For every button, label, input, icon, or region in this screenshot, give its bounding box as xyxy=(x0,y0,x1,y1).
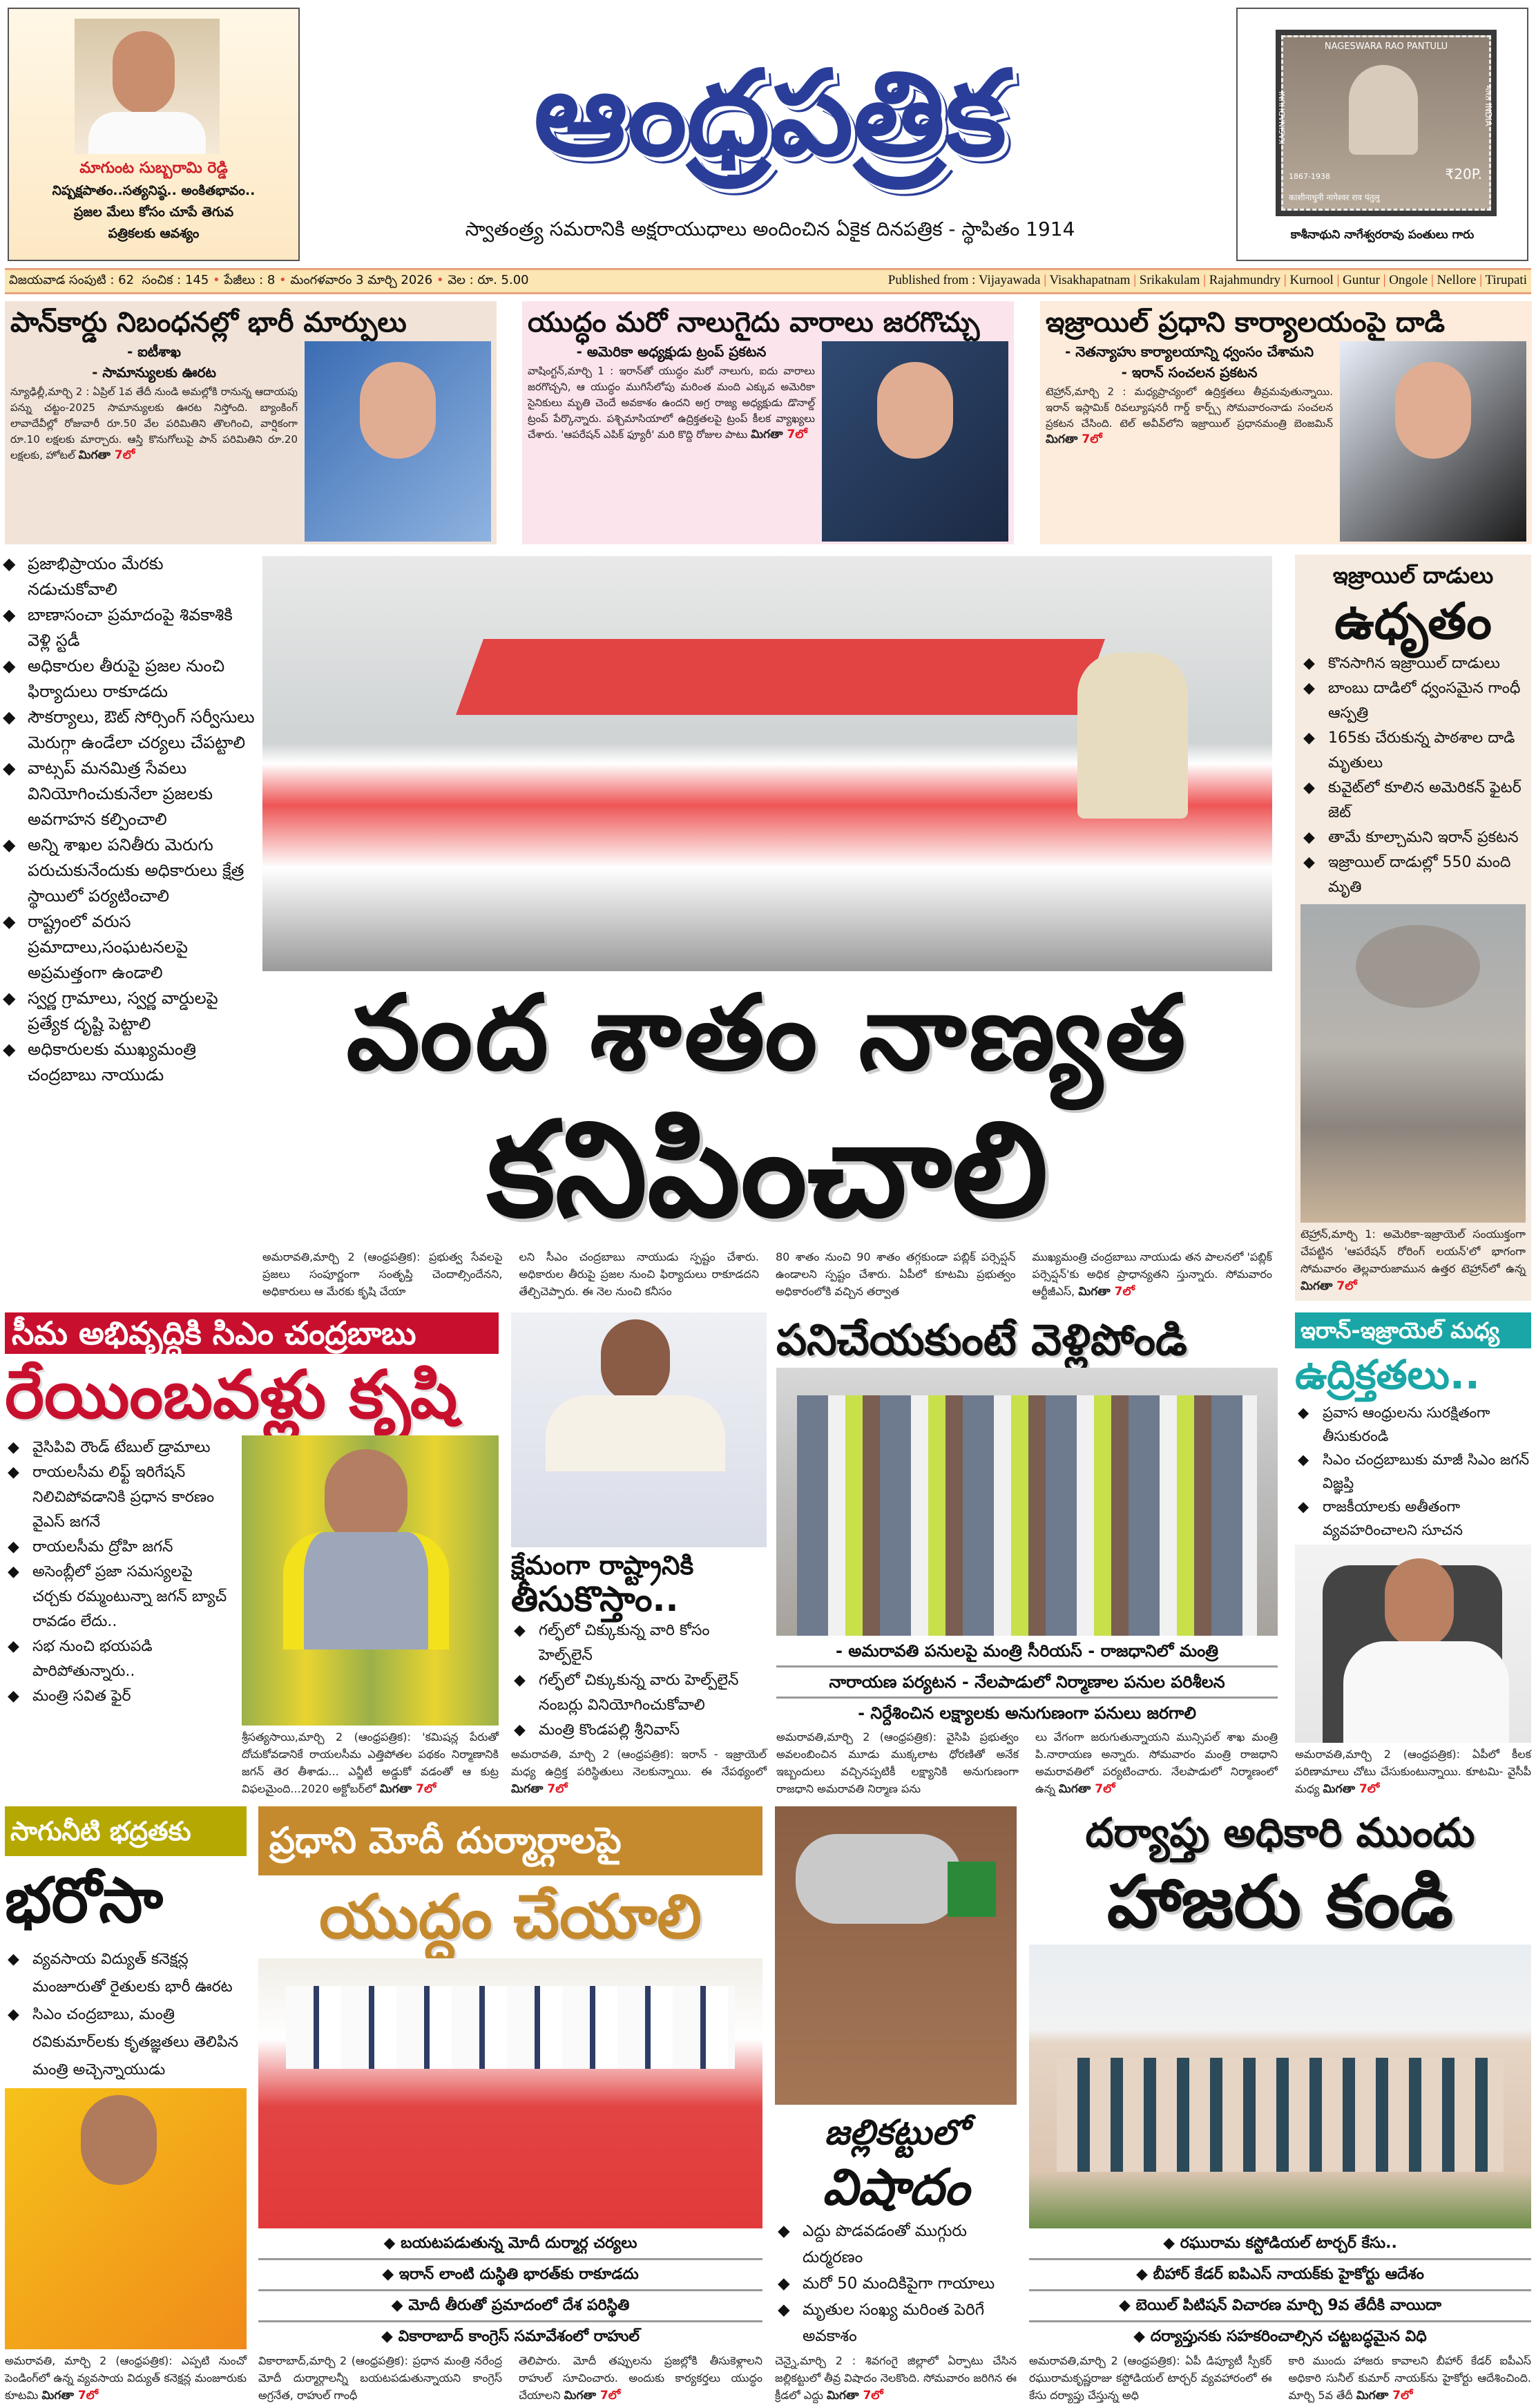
bullet-point: ◆ స్వర్ణ గ్రామాలు, స్వర్ణ వార్డులపై ప్రత్యేక దృష్టి పెట్టాలి xyxy=(0,986,257,1037)
top-story xyxy=(522,301,1014,544)
israel-bullets xyxy=(1300,651,1526,900)
stamp-value: ₹20P. xyxy=(1445,166,1482,182)
bullet-point: ◆ అధికారుల తీరుపై ప్రజల నుంచి ఫిర్యాదులు రాకూడదు xyxy=(0,653,257,705)
divider xyxy=(1029,2320,1531,2322)
bullet-point: ◆ 165కు చేరుకున్న పాఠశాల దాడి మృతులు xyxy=(1300,726,1526,776)
bullet-point: ◆ మంత్రి కొండపల్లి శ్రీనివాస్ xyxy=(511,1718,767,1743)
seema-body: శ్రీసత్యసాయి,మార్చి 2 (ఆంధ్రపత్రిక): 'కమిషన్ల పేరుతో దోచుకోవడానికే రాయలసీమ ఎత్తిపోతల పథకం నిర్మాణానికి జగన్ తెర తీశాడు... ఎన్జీటీ అడ్డుకో వడంతో ఆ కుట్ర విఫలమైంది...2020 అక్టోబర్‌లో మిగతా 7లో xyxy=(242,1730,499,1796)
israel-box xyxy=(1295,555,1531,1301)
top-story-headline[interactable]: ఇజ్రాయిల్ ప్రధాని కార్యాలయంపై దాడి xyxy=(1046,307,1446,338)
city: Kurnool xyxy=(1289,273,1334,287)
founder-name: మాగుంట సుబ్బరామి రెడ్డి xyxy=(79,160,228,177)
court-headline-1[interactable]: దర్యాప్తు అధికారి ముందు xyxy=(1085,1809,1475,1856)
jagan-kicker: ఇరాన్-ఇజ్రాయెల్ మధ్య xyxy=(1295,1312,1531,1348)
irrigation-kicker: సాగునీటి భద్రతకు xyxy=(5,1806,247,1856)
separator: | xyxy=(1040,273,1050,287)
top-story-subhead: - సామాన్యులకు ఊరట xyxy=(92,364,216,381)
bullet-point: ◆ మరో 50 మందికిపైగా గాయాలు xyxy=(775,2271,1017,2297)
lead-bullets xyxy=(0,551,257,1088)
subhead: ◆ ఇరాన్ లాంటి దుస్థితి భారత్‌కు రాకూడదు xyxy=(382,2266,639,2283)
body-column: వికారాబాద్,మార్చి 2 (ఆంధ్రపత్రిక): ప్రధాన మంత్రి నరేంద్ర మోదీ దుర్మార్గాలన్నీ బయటపడుతున్నాయని కాంగ్రెస్ అగ్రనేత, రాహుల్ గాంధీ xyxy=(258,2354,502,2402)
price: వెల : రూ. 5.00 xyxy=(448,273,529,287)
pan-card-photo[interactable] xyxy=(305,341,491,542)
subhead: - అమరావతి పనులపై మంత్రి సీరియస్ - రాజధానిలో మంత్రి xyxy=(835,1641,1219,1661)
top-story-subhead: - నెతన్యాహు కార్యాలయాన్ని ధ్వంసం చేశామని xyxy=(1064,343,1314,360)
rahul-headline[interactable]: యుద్ధం చేయాలి xyxy=(319,1881,702,1952)
bullet-point: ◆ సిఎం చంద్రబాబు, మంత్రి రవికుమార్‌లకు కృతజ్ఞతలు తెలిపిన మంత్రి అచ్చెన్నాయుడు xyxy=(5,2001,247,2084)
stamp-caption: కాశీనాథుని నాగేశ్వరరావు పంతులు గారు xyxy=(1290,228,1475,242)
stamp-top: NAGESWARA RAO PANTULU xyxy=(1324,41,1448,52)
city: Vijayawada xyxy=(978,273,1041,287)
amaravati-body xyxy=(776,1728,1278,1798)
jagan-photo[interactable] xyxy=(1295,1545,1531,1743)
rahul-story xyxy=(258,1806,762,2405)
bullet-point: ◆ బాణాసంచా ప్రమాదంపై శివకాశికి వెళ్లి స్టడీ xyxy=(0,602,257,653)
subhead: ◆ దర్యాప్తునకు సహకరించాల్సిన చట్టబద్ధమైన విధి xyxy=(1133,2328,1427,2345)
city: Ongole xyxy=(1389,273,1428,287)
city: Guntur xyxy=(1343,273,1380,287)
subhead: ◆ బెయిల్ పిటిషన్ విచారణ మార్చి 9వ తేదీకి వాయిదా xyxy=(1119,2297,1441,2314)
body-column: అమరావతి,మార్చి 2 (ఆంధ్రపత్రిక): ఏపీ డిప్యూటీ స్పీకర్ రఘురామకృష్ణరాజు కస్టోడియల్ టార్చర్ వ్యవహారంలో ఈ కేసు దర్యాప్తు చేస్తున్న అధి xyxy=(1029,2354,1272,2402)
body-column: తెలిపారు. మోదీ తప్పులను ప్రజల్లోకి తీసుకెళ్లాలని రాహుల్ సూచించారు. అందుకు కార్యకర్తలు యుద్ధం చేయాలని మిగతా 7లో xyxy=(519,2354,762,2402)
issue-date: మంగళవారం 3 మార్చి 2026 xyxy=(290,273,433,287)
minister-srinivas-photo[interactable] xyxy=(511,1312,767,1547)
separator: | xyxy=(1476,273,1486,287)
israel-kicker: ఇజ్రాయిల్ దాడులు xyxy=(1332,562,1494,589)
separator: | xyxy=(1379,273,1390,287)
jallikattu-body: చెన్నై,మార్చి 2 : శివగంగై జిల్లాలో ఏర్పాటు చేసిన జల్లికట్టులో తీవ్ర విషాదం నెలకొంది. సోమవారం జరిగిన ఈ క్రీడలో ఎద్దు మిగతా 7లో xyxy=(775,2354,1017,2402)
jagan-bullets xyxy=(1295,1401,1531,1542)
lead-body xyxy=(262,1248,1272,1301)
bullet-point: ◆ అధికారులకు ముఖ్యమంత్రి చంద్రబాబు నాయుడు xyxy=(0,1037,257,1088)
bullet-point: ◆ బాంబు దాడిలో ధ్వంసమైన గాంధీ ఆస్పత్రి xyxy=(1300,676,1526,726)
seema-story xyxy=(5,1312,499,1798)
amaravati-subheads xyxy=(776,1638,1278,1726)
top-story-headline[interactable]: పాన్‌కార్డు నిబంధనల్లో భారీ మార్పులు xyxy=(10,307,407,338)
bullet-point: ◆ గల్ఫ్‌లో చిక్కుకున్న వారి కోసం హెల్ప్‌లైన్ xyxy=(511,1618,767,1668)
divider xyxy=(258,2320,762,2322)
divider xyxy=(1029,2289,1531,2291)
published-label: Published from : xyxy=(887,273,976,287)
city: Rajahmundry xyxy=(1209,273,1281,287)
bullet-point: ◆ కువైట్‌లో కూలిన అమెరికన్ ఫైటర్ జెట్ xyxy=(1300,776,1526,825)
subhead: నారాయణ పర్యటన - నేలపాడులో నిర్మాణాల పనుల పరిశీలన xyxy=(829,1672,1225,1692)
amaravati-story xyxy=(776,1312,1278,1798)
subhead: ◆ బీహార్ కేడర్ ఐపిఎస్ నాయక్‌కు హైకోర్టు ఆదేశం xyxy=(1136,2266,1424,2283)
continued-on-page[interactable]: మిగతా 7లో xyxy=(41,2389,99,2402)
bullet-point: ◆ మృతుల సంఖ్య మరింత పెరిగే అవకాశం xyxy=(775,2297,1017,2349)
diamond-icon: ◆ xyxy=(391,2297,409,2314)
continued-on-page[interactable]: మిగతా 7లో xyxy=(1046,432,1102,446)
body-column: అమరావతి,మార్చి 2 (ఆంధ్రపత్రిక): ప్రభుత్వ సేవలపై ప్రజలు సంపూర్ణంగా సంతృప్తి చెందాల్సిందేనని, అధికారులు ఆ మేరకు కృషి చేయా xyxy=(262,1250,503,1298)
irrigation-body: అమరావతి, మార్చి 2 (ఆంధ్రపత్రిక): ఎప్పటి నుంచో పెండింగ్‌లో ఉన్న వ్యవసాయ విద్యుత్ కనెక్షన్ల మంజూరుకు కూటమి మిగతా 7లో xyxy=(5,2354,247,2402)
masthead-left-box xyxy=(8,8,300,261)
founder-quote-1: నిష్పక్షపాతం..సత్యనిష్ఠ.. అంకితభావం.. xyxy=(52,183,256,198)
bullet-point: ◆ వైసిపివి రౌండ్ టేబుల్ డ్రామాలు xyxy=(5,1435,236,1460)
continued-on-page[interactable]: మిగతా 7లో xyxy=(1323,1782,1380,1796)
bullet-point: ◆ వ్యవసాయ విద్యుత్ కనెక్షన్ల మంజూరుతో రైతులకు భారీ ఊరట xyxy=(5,1946,247,2001)
founder-quote-2: ప్రజల మేలు కోసం చూపే తెగువ xyxy=(73,204,234,220)
bullet-point: ◆ రాయలసీమ ద్రోహి జగన్ xyxy=(5,1535,236,1560)
subhead: ◆ మోదీ తీరుతో ప్రమాదంలో దేశ పరిస్థితి xyxy=(391,2297,630,2314)
diamond-icon: ◆ xyxy=(383,2235,401,2252)
volume: విజయవాడ సంపుటి : 62 xyxy=(9,273,135,287)
savitha-photo[interactable] xyxy=(242,1435,499,1726)
rahul-subheads xyxy=(258,2231,762,2349)
jagan-headline[interactable]: ఉద్రిక్తతలు.. xyxy=(1295,1351,1480,1398)
subhead: ◆ వికారాబాద్ కాంగ్రెస్ సమావేశంలో రాహుల్ xyxy=(381,2328,640,2345)
page-count: పేజీలు : 8 xyxy=(224,273,276,287)
rahul-body xyxy=(258,2352,762,2405)
seema-kicker: సీమ అభివృద్ధికి సిఎం చంద్రబాబు xyxy=(5,1312,499,1354)
bullet-point: ◆ సౌకర్యాలు, ఔట్ సోర్సింగ్ సర్వీసులు మెరుగ్గా ఉండేలా చర్యలు చేపట్టాలి xyxy=(0,705,257,756)
diamond-icon: ◆ xyxy=(1133,2328,1151,2345)
body-column: లని సీఎం చంద్రబాబు నాయుడు స్పష్టం చేశారు. అధికారుల తీరుపై ప్రజల నుంచి ఫిర్యాదులు రాకూడదని తేల్చిచెప్పారు. ఈ నెల నుంచి కనీసం xyxy=(519,1250,759,1298)
continued-on-page[interactable]: మిగతా 7లో xyxy=(1356,2389,1413,2402)
divider xyxy=(776,1665,1278,1668)
stamp-hindi: काशीनाधुनी नागेश्वर राव पंतुलु xyxy=(1289,193,1380,202)
bullet-point: ◆ ప్రజాభిప్రాయం మేరకు నడుచుకోవాలి xyxy=(0,551,257,602)
lead-headline-2[interactable]: కనిపించాలి xyxy=(486,1093,1048,1246)
top-story-headline[interactable]: యుద్ధం మరో నాలుగైదు వారాలు జరగొచ్చు xyxy=(528,307,980,338)
top-story-subhead: - అమెరికా అధ్యక్షుడు ట్రంప్ ప్రకటన xyxy=(576,343,767,360)
continued-on-page[interactable]: మిగతా 7లో xyxy=(564,2389,621,2402)
bullet-point: ◆ రాజకీయాలకు అతీతంగా వ్యవహరించాలని సూచన xyxy=(1295,1495,1531,1542)
netanyahu-photo[interactable] xyxy=(1340,341,1526,542)
israel-photo-smoke[interactable] xyxy=(1300,904,1526,1223)
continued-on-page[interactable]: మిగతా 7లో xyxy=(1300,1279,1357,1293)
bullet-point: ◆ సిఎం చంద్రబాబుకు మాజీ సిఎం జగన్ విజ్ఞప్తి xyxy=(1295,1448,1531,1495)
court-story xyxy=(1029,1806,1531,2405)
gulf-headline-1[interactable]: క్షేమంగా రాష్ట్రానికి xyxy=(511,1550,694,1581)
court-subheads xyxy=(1029,2231,1531,2349)
bullet-point: ◆ అసెంబ్లీలో ప్రజా సమస్యలపై చర్చకు రమ్మంటున్నా జగన్ బ్యాచ్ రావడం లేదు.. xyxy=(5,1560,236,1634)
divider xyxy=(776,1697,1278,1699)
founder-quote-3: పత్రికలకు ఆవశ్యం xyxy=(108,226,200,241)
high-court-photo[interactable] xyxy=(1029,1944,1531,2228)
stamp-years: 1867-1938 xyxy=(1289,172,1330,181)
continued-on-page[interactable]: మిగతా 7లో xyxy=(511,1782,568,1796)
court-body xyxy=(1029,2352,1531,2405)
amaravati-headline[interactable]: పనిచేయకుంటే వెళ్లిపోండి xyxy=(776,1315,1187,1365)
founder-photo xyxy=(75,19,220,154)
continued-on-page[interactable]: మిగతా 7లో xyxy=(78,448,135,462)
continued-on-page[interactable]: మిగతా 7లో xyxy=(1058,1782,1115,1796)
irrigation-story xyxy=(5,1806,247,2405)
city: Nellore xyxy=(1437,273,1477,287)
bullet-point: ◆ గల్ఫ్‌లో చిక్కుకున్న వారు హెల్ప్‌లైన్ నంబర్లు వినియోగించుకోవాలి xyxy=(511,1668,767,1718)
trump-photo[interactable] xyxy=(822,341,1008,542)
city: Tirupati xyxy=(1485,273,1527,287)
bullet-point: ◆ మంత్రి సవిత ఫైర్ xyxy=(5,1684,236,1709)
diamond-icon: ◆ xyxy=(382,2266,399,2283)
lead-photo-meeting[interactable] xyxy=(262,556,1272,971)
divider xyxy=(258,2258,762,2260)
diamond-icon: ◆ xyxy=(1136,2266,1153,2283)
irrigation-headline[interactable]: భరోసా xyxy=(5,1864,164,1937)
city-list xyxy=(979,273,1527,287)
bullet-point: ◆ రాష్ట్రంలో వరుస ప్రమాదాలు,సంఘటనలపై అప్రమత్తంగా ఉండాలి xyxy=(0,909,257,986)
acchennaidu-photo[interactable] xyxy=(5,2088,247,2349)
body-column: కారి ముందు హాజరు కావాలని బీహార్ కేడర్ ఐపీఎస్ అధికారి సునీల్ కుమార్ నాయక్‌ను హైకోర్టు ఆదేశించింది. మార్చి 5వ తేదీ మిగతా 7లో xyxy=(1288,2354,1531,2402)
body-column: అమరావతి,మార్చి 2 (ఆంధ్రపత్రిక): వైసిపి ప్రభుత్వం అవలంబించిన మూడు ముక్కలాట ధోరణితో అనేక ఇబ్బందులు వచ్చినప్పటికీ లక్ష్యానికి అనుగుణంగా రాజధాని అమరావతి నిర్మాణ పను xyxy=(776,1730,1019,1795)
jallikattu-headline-2[interactable]: విషాదం xyxy=(822,2158,970,2216)
continued-on-page[interactable]: మిగతా 7లో xyxy=(751,428,807,441)
amaravati-site-photo[interactable] xyxy=(776,1368,1278,1636)
top-story-body: టెహ్రాన్,మార్చి 2 : మధ్యప్రాచ్యంలో ఉద్రిక్తతలు తీవ్రమవుతున్నాయి. ఇరాన్ ఇస్లామిక్ రివల్యూషనరీ గార్డ్ కార్ప్స్ సోమవారంనాడు సంచలన ప్రకటన చేసింది. టెల్ అవీవ్‌లోని ఇజ్రాయిల్ ప్రధానమంత్రి బెంజమిన్ మిగతా 7లో xyxy=(1046,385,1333,446)
bullet-point: ◆ ఇజ్రాయిల్ దాడుల్లో 550 మంది మృతి xyxy=(1300,850,1526,900)
top-story xyxy=(1040,301,1532,544)
bullet-point: ◆ సభ నుంచి భయపడి పారిపోతున్నారు.. xyxy=(5,1634,236,1684)
jallikattu-photo[interactable] xyxy=(775,1806,1017,2105)
congress-meeting-photo[interactable] xyxy=(258,1958,762,2228)
separator: | xyxy=(1428,273,1437,287)
top-story-body: వాషింగ్టన్,మార్చి 1 : ఇరాన్‌తో యుద్ధం మరో నాలుగు, ఐదు వారాలు జరగొచ్చని, ఆ యుద్ధం ముగిసేలోపు మరింత మంది ఎక్కువ అమెరికా సైనికులు మృతి చెందే అవకాశం ఉందని అగ్ర రాజ్య అధ్యక్షుడు డొనాల్డ్ ట్రంప్ పేర్కొన్నారు. పశ్చిమాసియాలో ఉద్రిక్తతలపై ట్రంప్ కీలక వ్యాఖ్యలు చేశారు. 'ఆపరేషన్ ఎపిక్ ఫ్యూరీ' మరి కొద్ది రోజుల పాటు మిగతా 7లో xyxy=(528,365,815,441)
gulf-story xyxy=(511,1312,767,1798)
bullet-point: ◆ అన్ని శాఖల పనితీరు మెరుగు పరుచుకునేందుకు అధికారులు క్షేత్ర స్థాయిలో పర్యటించాలి xyxy=(0,832,257,909)
subhead: ◆ రఘురామ కస్టోడియల్ టార్చర్ కేసు.. xyxy=(1163,2235,1397,2252)
israel-headline[interactable]: ఉధృతం xyxy=(1334,592,1492,650)
bullet-point: ◆ ఎద్దు పొడవడంతో ముగ్గురు దుర్మరణం xyxy=(775,2218,1017,2271)
continued-on-page[interactable]: మిగతా 7లో xyxy=(1078,1285,1135,1299)
jallikattu-story xyxy=(775,1806,1017,2405)
jagan-story xyxy=(1295,1312,1531,1798)
rahul-kicker: ప్రధాని మోదీ దుర్మార్గాలపై xyxy=(258,1806,762,1875)
city: Visakhapatnam xyxy=(1049,273,1131,287)
divider xyxy=(258,2289,762,2291)
seema-headline[interactable]: రేయింబవళ్లు కృషి xyxy=(5,1356,458,1433)
diamond-icon: ◆ xyxy=(1119,2297,1136,2314)
continued-on-page[interactable]: మిగతా 7లో xyxy=(827,2389,883,2402)
top-story-subhead: - ఇరాన్ సంచలన ప్రకటన xyxy=(1121,364,1258,381)
top-story xyxy=(5,301,497,544)
jagan-body-text: అమరావతి,మార్చి 2 (ఆంధ్రపత్రిక): ఏపీలో కీలక పరిణామాలు చోటు చేసుకుంటున్నాయి. కూటమి- వైసీపీ మధ్య మిగతా 7లో xyxy=(1295,1748,1531,1796)
israel-body: టెహ్రాన్,మార్చి 1: అమెరికా-ఇజ్రాయెల్ సంయుక్తంగా చేపట్టిన 'ఆపరేషన్ రోరింగ్ లయన్'లో భాగంగా సోమవారం తెల్లవారుజామున ఉత్తర టెహ్రాన్‌లో ఉన్న మిగతా 7లో xyxy=(1300,1227,1526,1293)
lead-story xyxy=(262,556,1272,1301)
irrigation-bullets xyxy=(5,1946,247,2084)
body-column: లు వేగంగా జరుగుతున్నాయని మున్సిపల్ శాఖ మంత్రి పి.నారాయణ అన్నారు. సోమవారం మంత్రి రాజధాని అమరావతిలో పర్యటించారు. నేలపాడులో నిర్మాణంలో ఉన్న మిగతా 7లో xyxy=(1035,1730,1278,1796)
jallikattu-bullets xyxy=(775,2218,1017,2349)
newspaper-logo[interactable]: ఆంధ్రపత్రిక xyxy=(533,46,1007,182)
masthead-right-box xyxy=(1236,8,1528,261)
masthead-tagline: స్వాతంత్ర్య సమరానికి అక్షరాయుధాలు అందించిన ఏకైక దినపత్రిక - స్థాపితం 1914 xyxy=(465,218,1075,240)
bullet-point: ◆ వాట్సప్ మనమిత్ర సేవలు వినియోగించుకునేలా ప్రజలకు అవగాహన కల్పించాలి xyxy=(0,756,257,832)
stamp-india: भारत INDIA xyxy=(1484,84,1494,126)
continued-on-page[interactable]: మిగతా 7లో xyxy=(379,1782,436,1796)
separator: | xyxy=(1130,273,1140,287)
diamond-icon: ◆ xyxy=(1163,2235,1180,2252)
court-headline-2[interactable]: హాజరు కండి xyxy=(1106,1860,1454,1944)
bullet-point: ◆ ప్రవాస ఆంధ్రులను సురక్షితంగా తీసుకురండి xyxy=(1295,1401,1531,1448)
bullet-point: ◆ తామే కూల్చామని ఇరాన్ ప్రకటన xyxy=(1300,825,1526,850)
issue-number: సంచిక : 145 xyxy=(142,273,209,287)
postage-stamp xyxy=(1276,30,1497,216)
separator: | xyxy=(1333,273,1343,287)
lead-headline-1[interactable]: వంద శాతం నాణ్యత xyxy=(346,973,1189,1093)
subhead: ◆ బయటపడుతున్న మోదీ దుర్మార్గ చర్యలు xyxy=(383,2235,637,2252)
separator: | xyxy=(1280,273,1290,287)
bullet-point: ◆ కొనసాగిన ఇజ్రాయిల్ దాడులు xyxy=(1300,651,1526,676)
subhead: - నిర్దేశించిన లక్ష్యాలకు అనుగుణంగా పనులు జరగాలి xyxy=(858,1703,1196,1723)
divider xyxy=(1029,2258,1531,2260)
stamp-side: KASINADHUNI xyxy=(1277,91,1287,144)
separator: | xyxy=(1200,273,1209,287)
gulf-body: అమరావతి, మార్చి 2 (ఆంధ్రపత్రిక): ఇరాన్ - ఇజ్రాయెల్ మధ్య ఉద్రిక్త పరిస్థితులు నెలకున్నాయి. ఈ నేపథ్యంలో మిగతా 7లో xyxy=(511,1748,767,1796)
bullet-point: ◆ రాయలసీమ లిఫ్ట్ ఇరిగేషన్ నిలిచిపోవడానికి ప్రధాన కారణం వైఎస్ జగనే xyxy=(5,1460,236,1535)
top-story-body: న్యూఢిల్లీ,మార్చి 2 : ఏప్రిల్ 1వ తేదీ నుండి అమల్లోకి రానున్న ఆదాయపు పన్ను చట్టం-2025 సామాన్యులకు ఊరట నిస్తోంది. బ్యాంకింగ్ లావాదేవీల్లో రోజువారీ రూ.50 వేల పరిమితిని తొలగించి, వార్షికంగా రూ.10 లక్షలకు మార్చారు. ఆస్తి కొనుగోలుపై పాన్ పరిమితిని రూ.20 లక్షలకు, హోటల్ మిగతా 7లో xyxy=(10,385,298,462)
body-column: 80 శాతం నుంచి 90 శాతం తగ్గకుండా పబ్లిక్ పర్సెప్షన్ ఉండాలని స్పష్టం చేశారు. ఏపీలో కూటమి ప్రభుత్వం అధికారంలోకి వచ్చిన తర్వాత xyxy=(776,1250,1016,1298)
seema-bullets xyxy=(5,1435,236,1798)
dateline-bar: విజయవాడ సంపుటి : 62 సంచిక : 145 • పేజీలు : 8 • మంగళవారం 3 మార్చి 2026 • వెల : రూ. 5.00 Published from : Vijayawada | Visakhapatnam | Srikakulam | Rajahmundry | Kurnool | Guntur | Ongole | Nellore | Tirupati xyxy=(5,268,1531,294)
city: Srikakulam xyxy=(1139,273,1200,287)
jallikattu-headline-1[interactable]: జల్లికట్టులో xyxy=(824,2112,968,2152)
gulf-headline-2[interactable]: తీసుకొస్తాం.. xyxy=(511,1579,679,1619)
diamond-icon: ◆ xyxy=(381,2328,399,2345)
body-column: ముఖ్యమంత్రి చంద్రబాబు నాయుడు తన పాలనలో 'పబ్లిక్ పర్సెప్షన్'కు అధిక ప్రాధాన్యతని స్తున్నారు. సోమవారం ఆర్టీజీఎస్, మిగతా 7లో xyxy=(1032,1250,1272,1299)
top-story-subhead: - ఐటీశాఖ xyxy=(127,343,181,360)
gulf-bullets xyxy=(511,1618,767,1743)
